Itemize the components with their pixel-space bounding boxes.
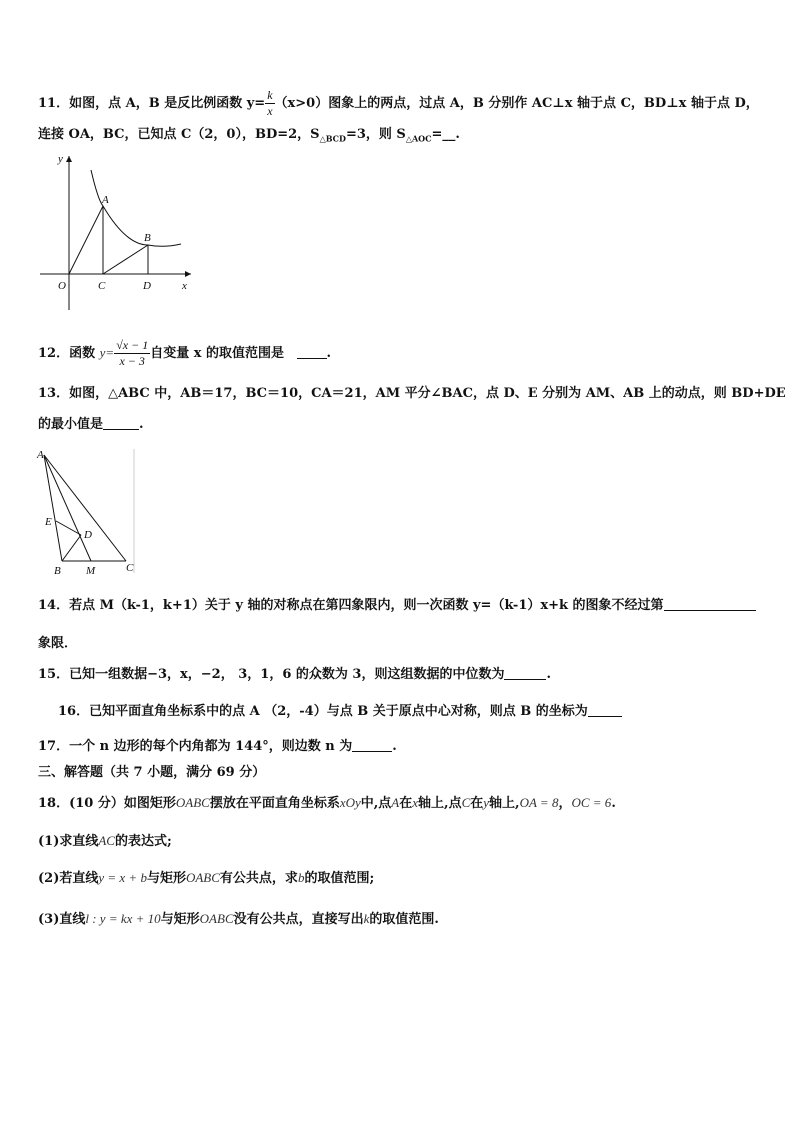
q12-text-c: .	[326, 346, 332, 361]
fraction-numerator: k	[267, 88, 273, 102]
q11-line2	[38, 126, 460, 148]
q18-math-a: A	[391, 795, 400, 810]
q16-line	[58, 703, 622, 721]
q18-math-c: C	[461, 795, 471, 810]
q18-2-math-oabc: OABC	[185, 870, 220, 885]
q11-text-e: =__.	[431, 127, 460, 142]
q18-3-text-a: (3)直线	[38, 912, 86, 927]
label-b: B	[144, 232, 151, 244]
segment-bd	[62, 535, 81, 561]
q18-part1	[38, 832, 172, 851]
q18-2-text-a: (2)若直线	[38, 871, 99, 886]
fraction-denominator: x	[267, 104, 273, 118]
q12-line	[38, 338, 331, 369]
q11-sub-aoc: △AOC	[405, 133, 432, 144]
q18-math-y: y	[483, 795, 490, 810]
label-b: B	[54, 565, 61, 577]
q18-text-d: 在	[399, 796, 413, 811]
q18-text-end: .	[611, 796, 616, 811]
answer-blank	[588, 703, 622, 717]
q14-text-2: 象限．	[38, 636, 78, 651]
q18-2-text-c: 有公共点，求	[219, 871, 298, 886]
q17-text: 17．一个 n 边形的每个内角都为 144°，则边数 n 为	[38, 739, 353, 754]
label-x: x	[182, 280, 187, 292]
y-axis-arrow	[66, 156, 72, 162]
answer-blank	[103, 416, 139, 430]
q18-1-text-b: 的表达式;	[114, 834, 172, 849]
answer-blank	[352, 738, 392, 752]
q18-math-xoy: xOy	[339, 795, 361, 810]
q18-text-e: 轴上,点	[418, 796, 462, 811]
q18-3-math-oabc: OABC	[199, 911, 234, 926]
label-a: A	[102, 194, 109, 206]
segment-ab	[44, 455, 62, 561]
q13-text-end: .	[139, 417, 144, 432]
q18-math-x: x	[412, 795, 419, 810]
q11-sub-bcd: △BCD	[319, 133, 346, 144]
q18-2-math-b: b	[297, 870, 305, 885]
q18-part2	[38, 869, 374, 888]
segment-ac	[44, 455, 126, 561]
label-o: O	[58, 280, 66, 292]
q18-comma: ，	[558, 796, 572, 811]
x-axis-arrow	[185, 271, 191, 277]
q18-text-b: 摆放在平面直角坐标系	[209, 796, 340, 811]
segment-oa	[69, 206, 103, 274]
answer-blank	[504, 666, 546, 680]
label-a: A	[37, 449, 44, 461]
q18-text-g: 轴上,	[489, 796, 520, 811]
q13-line1	[38, 385, 786, 403]
q11-text-a: 11．如图，点 A，B 是反比例函数 y=	[38, 96, 266, 111]
q18-1-math-ac: AC	[98, 833, 115, 848]
q18-math-oabc: OABC	[175, 795, 210, 810]
label-y: y	[58, 153, 63, 165]
q17-text-end: .	[392, 739, 397, 754]
hyperbola-curve	[91, 170, 181, 246]
q12-text-a: 12．函数	[38, 346, 96, 361]
section-title: 三、解答题（共 7 小题，满分 69 分）	[38, 765, 266, 780]
segment-ed	[56, 521, 81, 535]
q18-1-text-a: (1)求直线	[38, 834, 99, 849]
label-e: E	[45, 516, 52, 528]
q18-3-text-d: 的取值范围.	[369, 912, 439, 927]
q13-text: 13．如图，△ABC 中，AB＝17，BC＝10，CA＝21，AM 平分∠BAC，点 D、E 分别为 AM、AB 上的动点，则 BD+DE	[38, 386, 786, 401]
q12-denominator: x − 3	[119, 354, 145, 368]
q11-line1	[38, 88, 759, 119]
q18-text-a: 18．(10 分）如图矩形	[38, 796, 176, 811]
q15-text-end: .	[546, 667, 552, 682]
q18-3-math-eq: l : y = kx + 10	[85, 911, 161, 926]
q15-text: 15．已知一组数据−3，x，−2， 3，1，6 的众数为 3，则这组数据的中位数为	[38, 667, 505, 682]
section-heading	[38, 764, 265, 782]
q18-text-f: 在	[470, 796, 484, 811]
q16-text: 16．已知平面直角坐标系中的点 A （2，-4）与点 B 关于原点中心对称，则点 B 的坐标为	[58, 704, 588, 719]
segment-am	[44, 455, 91, 561]
label-c: C	[98, 280, 106, 292]
q11-text-d: =3，则 S	[345, 127, 406, 142]
q18-math-oa: OA = 8	[519, 795, 559, 810]
q12-fraction	[114, 338, 150, 369]
answer-blank	[297, 345, 327, 359]
q14-line2	[38, 635, 77, 653]
q14-text: 14．若点 M（k-1，k+1）关于 y 轴的对称点在第四象限内，则一次函数 y=（k-1）x+k 的图象不经过第	[38, 598, 664, 613]
q18-3-text-c: 没有公共点，直接写出	[233, 912, 364, 927]
q14-line1	[38, 597, 756, 615]
q11-fraction	[265, 88, 274, 119]
q12-numerator: √x − 1	[116, 338, 149, 352]
q12-equals: =	[105, 345, 115, 360]
q18-part3	[38, 910, 439, 929]
segment-bc	[103, 245, 148, 274]
q11-text-b: （x>0）图象上的两点，过点 A，B 分别作 AC⊥x 轴于点 C，BD⊥x 轴于点 D，	[274, 96, 759, 111]
answer-blank	[664, 597, 756, 611]
q13-line2	[38, 416, 144, 434]
q13-text-2: 的最小值是	[38, 417, 104, 432]
q18-text-c: 中,点	[360, 796, 392, 811]
q18-3-text-b: 与矩形	[160, 912, 200, 927]
q18-2-math-eq: y = x + b	[98, 870, 147, 885]
figure-inverse-function	[36, 150, 196, 315]
q17-line	[38, 738, 397, 756]
q18-2-text-b: 与矩形	[146, 871, 186, 886]
label-c: C	[126, 562, 134, 574]
q12-text-b: 自变量 x 的取值范围是	[150, 346, 285, 361]
q18-3-math-k: k	[363, 911, 370, 926]
label-d: D	[143, 280, 151, 292]
q11-text-c: 连接 OA，BC，已知点 C（2，0），BD=2，S	[38, 127, 320, 142]
figure-triangle	[36, 445, 140, 577]
q18-2-text-d: 的取值范围;	[304, 871, 375, 886]
label-m: M	[86, 565, 96, 577]
q12-var-y: y	[99, 345, 106, 360]
q18-line	[38, 794, 616, 813]
q15-line	[38, 666, 551, 684]
q18-math-oc: OC = 6	[571, 795, 612, 810]
label-d: D	[84, 529, 92, 541]
